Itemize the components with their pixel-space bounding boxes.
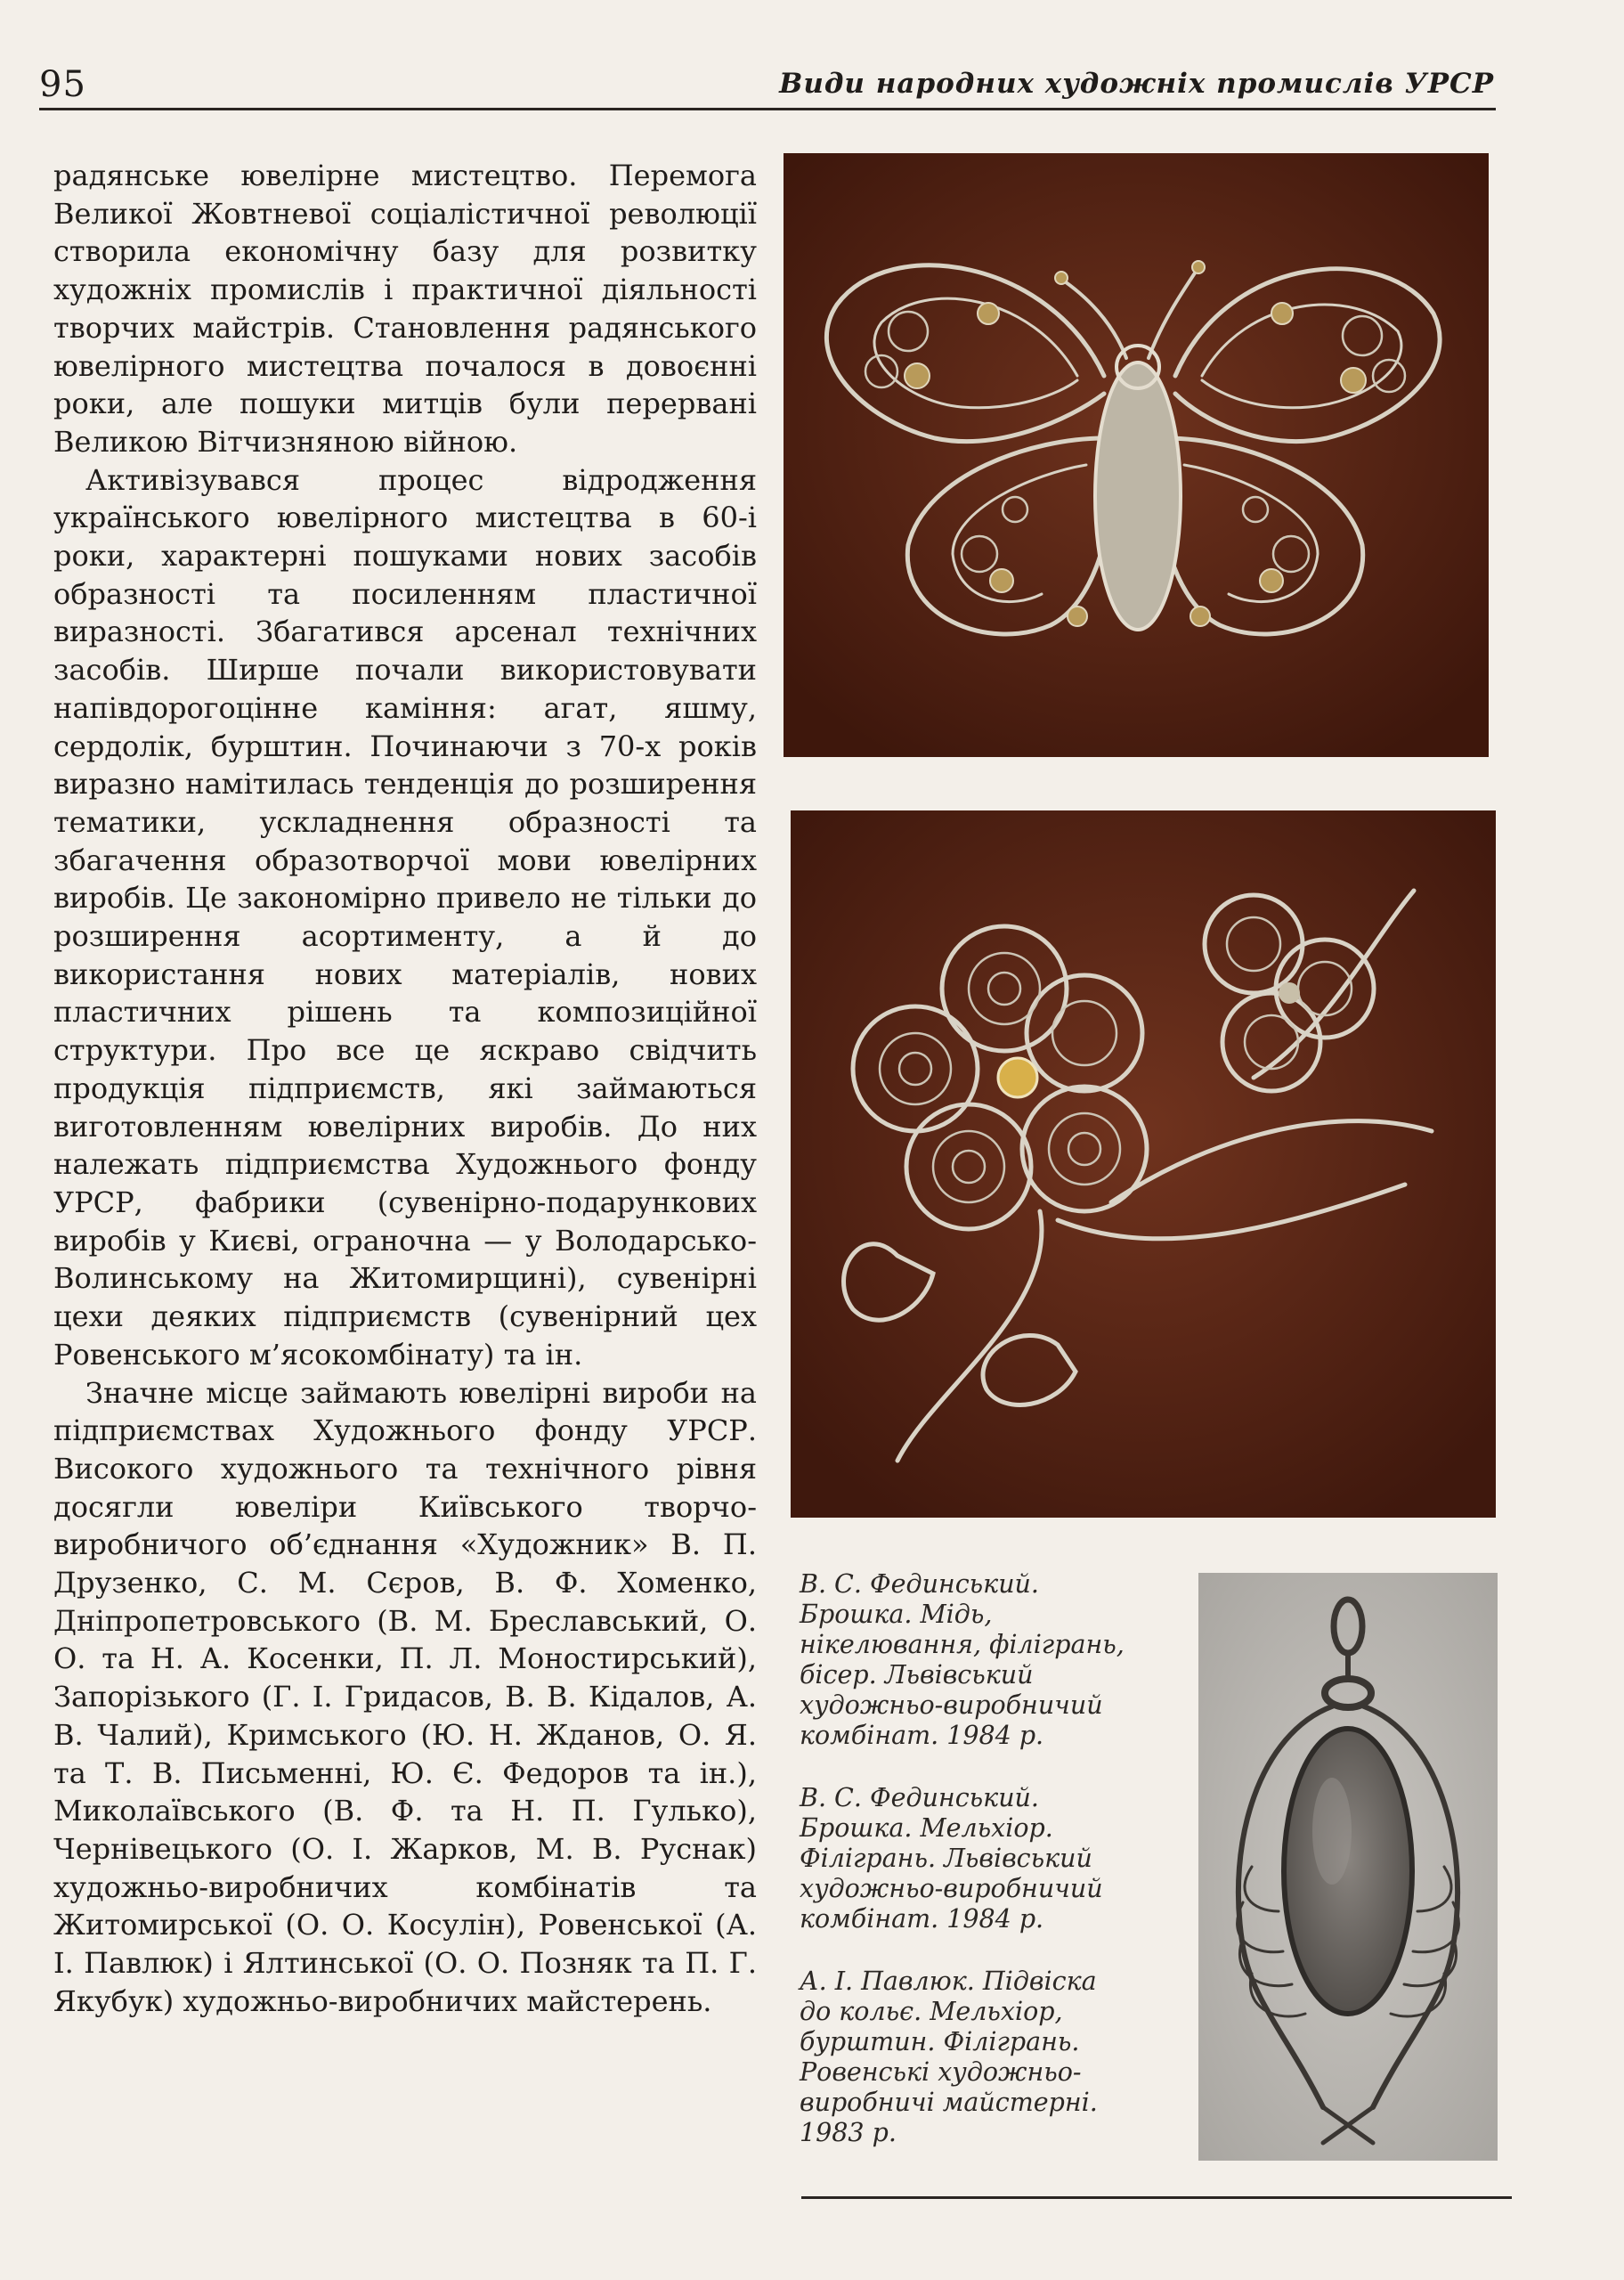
paragraph-2: Активізувався процес відродження українського ювелірного мистецтва в 60-і роки, характерні пошуками нових засобів образності та посиленням пластичної виразності. Збагатився арсенал технічних засобів. Ширше почали використовувати напівдорогоцінне каміння: агат, яшму, сердолік, бурштин. Починаючи з 70-х років виразно намітилась тенденція до розширення тематики, ускладнення образності та збагачення образотворчої мови ювелірних виробів. Це закономірно привело не тільки до розширення асортименту, а й до використання нових матеріалів, нових пластичних рішень та композиційної структури. Про все це яскраво свідчить продукція підприємств, які займаються виготовленням ювелірних виробів. До них належать підприємства Художнього фонду УРСР, фабрики (сувенірно-подарункових виробів у Києві, ограночна — у Володарсько-Волинському на Житомирщині), сувенірні цехи деяких підприємств (сувенірний цех Ровенського м’ясокомбінату) та ін.	[53, 462, 757, 1372]
caption-line: нікелювання, філігрань,	[800, 1630, 1125, 1659]
caption-line: Ровенські художньо-	[800, 2057, 1082, 2087]
caption-line: бурштин. Філігрань.	[800, 2027, 1080, 2056]
amber-pendant-illustration	[1198, 1573, 1498, 2161]
photo-captions	[800, 1569, 1173, 2180]
caption-line: Брошка. Мельхіор.	[800, 1813, 1053, 1843]
caption-line: Брошка. Мідь,	[800, 1600, 993, 1629]
caption-line: А. І. Павлюк. Підвіска	[800, 1966, 1097, 1996]
caption-line: художньо-виробничий	[800, 1690, 1103, 1720]
caption-line: В. С. Фединський.	[800, 1783, 1039, 1812]
caption-line: художньо-виробничий	[800, 1874, 1103, 1903]
caption-line: бісер. Львівський	[800, 1660, 1034, 1690]
caption-flower-brooch	[800, 1783, 1173, 1934]
paragraph-1: радянське ювелірне мистецтво. Перемога Великої Жовтневої соціалістичної революції створила економічну базу для розвитку художніх промислів і практичної діяльності творчих майстрів. Становлення радянського ювелірного мистецтва почалося в довоєнні роки, але пошуки митців були перервані Великою Вітчизняною війною.	[53, 159, 757, 459]
caption-line: Філігрань. Львівський	[800, 1844, 1092, 1873]
header-divider	[39, 108, 1496, 110]
butterfly-brooch-illustration	[784, 153, 1489, 757]
flower-brooch-photo	[791, 810, 1496, 1518]
page-number: 95	[39, 64, 86, 105]
caption-line: В. С. Фединський.	[800, 1569, 1039, 1599]
butterfly-brooch-photo	[784, 153, 1489, 757]
amber-pendant-photo	[1198, 1573, 1498, 2161]
footer-divider	[801, 2196, 1512, 2199]
caption-line: виробничі майстерні.	[800, 2088, 1098, 2117]
caption-line: комбінат. 1984 р.	[800, 1721, 1044, 1750]
flower-brooch-illustration	[791, 810, 1496, 1518]
article-body	[53, 157, 757, 2020]
paragraph-3: Значне місце займають ювелірні вироби на підприємствах Художнього фонду УРСР. Високого художнього та технічного рівня досягли ювеліри Київського творчо-виробничого об’єднання «Художник» В. П. Друзенко, С. М. Сєров, В. Ф. Хоменко, Дніпропетровського (В. М. Бреславський, О. О. та Н. А. Косенки, П. Л. Моностирський), Запорізького (Г. І. Гридасов, В. В. Кідалов, А. В. Чалий), Кримського (Ю. Н. Жданов, О. Я. та Т. В. Письменні, Ю. Є. Федоров та ін.), Миколаївського (В. Ф. та Н. П. Гулько), Чернівецького (О. І. Жарков, М. В. Руснак) художньо-виробничих комбінатів та Житомирської (О. О. Косулін), Ровенської (А. І. Павлюк) і Ялтинської (О. О. Позняк та П. Г. Якубук) художньо-виробничих майстерень.	[53, 1375, 757, 2018]
caption-line: комбінат. 1984 р.	[800, 1904, 1044, 1934]
caption-line: до кольє. Мельхіор,	[800, 1997, 1063, 2026]
running-title: Види народних художніх промислів УРСР	[779, 68, 1494, 100]
caption-amber-pendant	[800, 1966, 1173, 2148]
caption-line: 1983 р.	[800, 2118, 897, 2147]
caption-butterfly-brooch	[800, 1569, 1173, 1751]
